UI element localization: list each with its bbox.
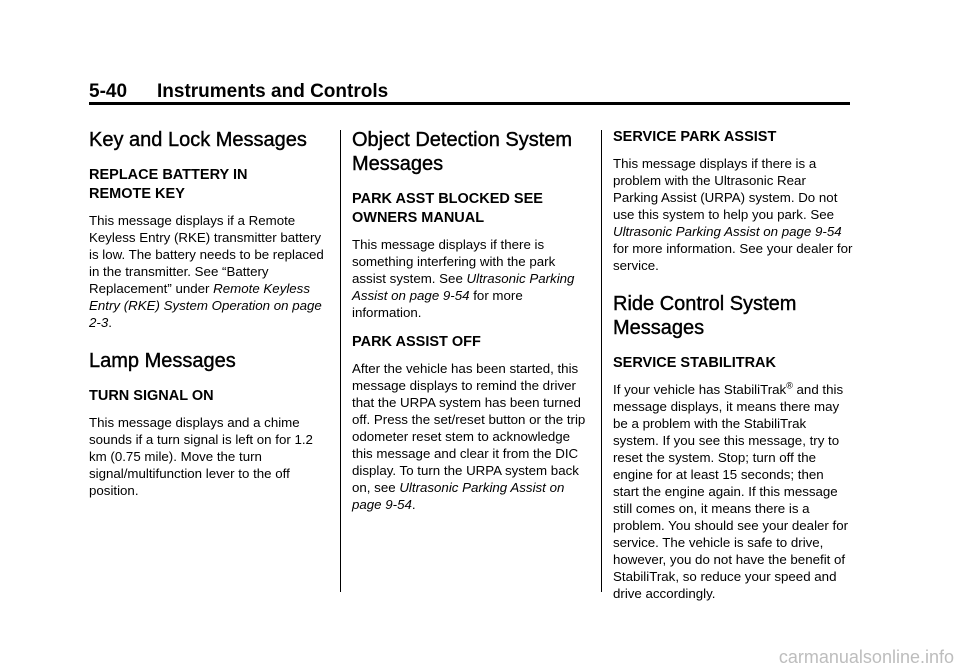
replace-battery-text [89,212,329,331]
replace-battery-end: . [108,315,112,330]
column-1 [89,128,329,513]
ultrasonic-link-3[interactable]: Ultrasonic Parking Assist on page 9‑54 [613,224,842,239]
park-assist-off-end: . [411,497,416,512]
service-park-assist-body: This message displays if there is a problem with the Ultrasonic Rear Parking Assist (URPA) system. Do not use this system to help you park. See [613,156,838,222]
replace-battery-heading-line2: REMOTE KEY [89,186,185,202]
service-park-assist-end: for more information. See your dealer for service. [613,241,853,273]
replace-battery-body: This message displays if a Remote Keyless Entry (RKE) transmitter battery is low. The battery needs to be replaced in the transmitter. See “Battery Replacement” under [89,213,324,296]
ride-control-title-line1: Ride Control System [613,293,797,315]
stabilitrak-body-b: and this message displays, it means there may be a problem with the StabiliTrak system. If you see this message, try to reset the system. Stop; turn off the engine for at least 15 seconds; then start the engine again. If this message still comes on, it means there is a problem. You should see your dealer for service. The vehicle is safe to drive, however, you do not have the benefit of StabiliTrak, so reduce your speed and drive accordingly. [613,382,849,601]
ultrasonic-link-1[interactable]: Ultrasonic Parking Assist on page 9‑54 [352,271,575,303]
lamp-messages-title: Lamp Messages [89,350,236,372]
replace-battery-heading-line1: REPLACE BATTERY IN [89,167,248,183]
column-3 [613,128,853,616]
page-header [89,80,850,108]
park-asst-blocked-end: for more information. [352,288,523,320]
ride-control-title [613,292,853,340]
column-divider-2 [601,130,602,592]
header-rule [89,102,850,105]
park-asst-blocked-text [352,236,592,321]
watermark: carmanualsonline.info [778,647,954,667]
park-assist-off-text [352,360,592,513]
park-asst-blocked-heading-line1: PARK ASST BLOCKED SEE [352,191,543,207]
page-number: 5-40 [89,81,128,102]
column-divider-1 [340,130,341,592]
rke-link[interactable]: Remote Keyless Entry (RKE) System Operation on page 2‑3 [89,281,322,330]
park-asst-blocked-heading [352,190,592,228]
park-asst-blocked-body: This message displays if there is something interfering with the park assist system. See [352,237,556,286]
object-detection-title [352,128,592,176]
park-asst-blocked-heading-line2: OWNERS MANUAL [352,210,485,226]
park-assist-off-body: After the vehicle has been started, this message displays to remind the driver that the URPA system has been turned off. Press the set/reset button or the trip odometer reset stem to acknowledge this message and clear it from the DIC display. To turn the URPA system back on, see [352,361,586,495]
service-stabilitrak-text [613,381,853,602]
object-detection-title-line1: Object Detection System [352,129,573,151]
turn-signal-text: This message displays and a chime sounds if a turn signal is left on for 1.2 km (0.75 mile). Move the turn signal/multifunction lever to the off position. [89,415,313,498]
ultrasonic-link-2[interactable]: Ultrasonic Parking Assist on page 9‑54 [352,480,565,512]
ride-control-title-line2: Messages [613,317,705,339]
park-assist-off-heading: PARK ASSIST OFF [352,334,481,350]
object-detection-title-line2: Messages [352,153,444,175]
service-park-assist-text [613,155,853,274]
service-stabilitrak-heading: SERVICE STABILITRAK [613,355,777,371]
chapter-title: Instruments and Controls [157,81,389,102]
turn-signal-heading: TURN SIGNAL ON [89,388,214,404]
stabilitrak-body-a: If your vehicle has StabiliTrak [613,382,787,397]
service-park-assist-heading: SERVICE PARK ASSIST [613,129,777,145]
column-2 [352,128,592,527]
registered-mark: ® [786,380,793,391]
replace-battery-heading [89,166,329,204]
key-lock-messages-title: Key and Lock Messages [89,129,307,151]
